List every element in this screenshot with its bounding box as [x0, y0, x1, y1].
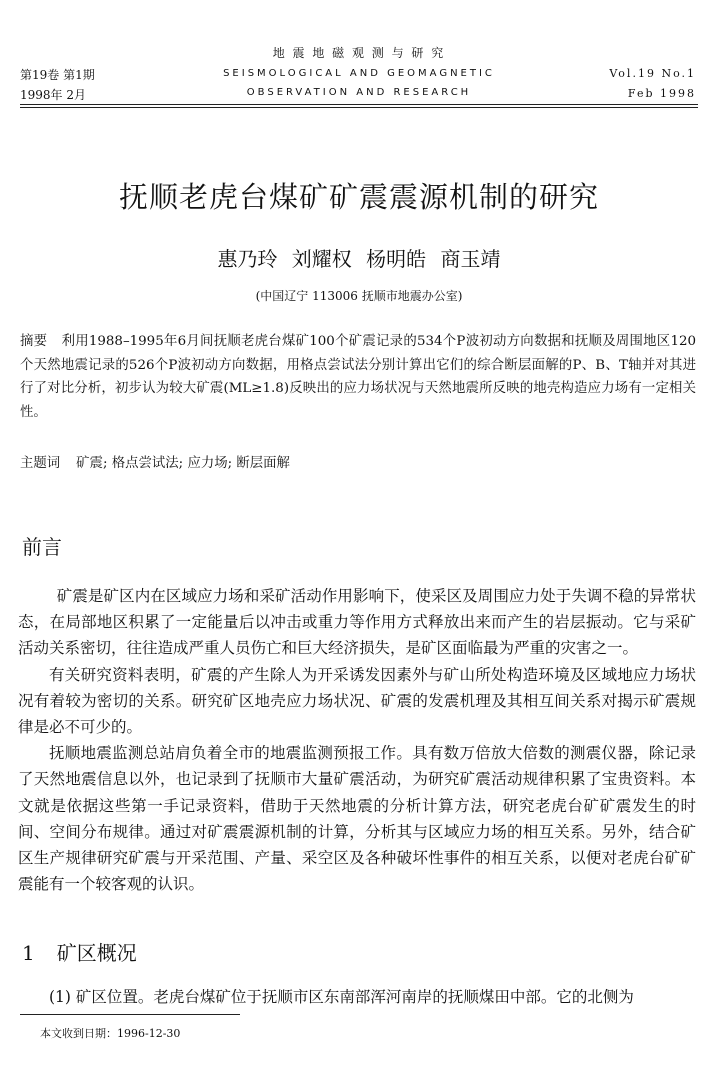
abstract	[20, 330, 696, 424]
footnote: 本文收到日期：1996-12-30	[40, 1027, 181, 1040]
header-rule-bottom	[20, 107, 698, 108]
journal-title-en-line2: OBSERVATION AND RESEARCH	[246, 87, 472, 98]
section1-paragraph: (1) 矿区位置。老虎台煤矿位于抚顺市区东南部浑河南岸的抚顺煤田中部。它的北侧为	[49, 988, 634, 1006]
keywords-label: 主题词	[20, 456, 61, 471]
volume-cn: 第19卷 第1期	[20, 68, 95, 82]
preface-paragraph: 有关研究资料表明，矿震的产生除人为开采诱发因素外与矿山所处构造环境及区域地应力场状况有着较为密切的关系。研究矿区地壳应力场状况、矿震的发震机理及其相互间关系对揭示矿震规律是必不可少的。	[18, 665, 696, 737]
preface-heading: 前言	[22, 535, 62, 559]
journal-title-cn: 地 震 地 磁 观 测 与 研 究	[272, 46, 446, 60]
section1-heading	[22, 937, 137, 966]
article-authors: 惠乃玲 刘耀权 杨明皓 商玉靖	[217, 247, 501, 271]
article-title: 抚顺老虎台煤矿矿震震源机制的研究	[118, 180, 599, 214]
section1-title: 矿区概况	[56, 941, 137, 965]
abstract-text: 利用1988–1995年6月间抚顺老虎台煤矿100个矿震记录的534个P波初动方向数据和抚顺及周围地区120个天然地震记录的526个P波初动方向数据，用格点尝试法分别计算出它们的综合断层面解的P、B、T轴并对其进行了对比分析，初步认为较大矿震(ML≥1.8)反映出的应力场状况与天然地震所反映的地壳构造应力场有一定相关性。	[20, 334, 697, 420]
footnote-rule	[20, 1014, 240, 1015]
section1-number: 1	[22, 941, 35, 965]
date-en: Feb 1998	[627, 87, 696, 100]
date-cn: 1998年 2月	[20, 88, 86, 102]
header-rule-top	[20, 104, 698, 105]
preface-paragraph: 抚顺地震监测总站肩负着全市的地震监测预报工作。具有数万倍放大倍数的测震仪器，除记录了天然地震信息以外，也记录到了抚顺市大量矿震活动，为研究矿震活动规律积累了宝贵资料。本文就是依据这些第一手记录资料，借助于天然地震的分析计算方法，研究老虎台矿矿震发生的时间、空间分布规律。通过对矿震震源机制的计算，分析其与区域应力场的相互关系。另外，结合矿区生产规律研究矿震与开采范围、产量、采空区及各种破坏性事件的相互关系，以便对老虎台矿矿震能有一个较客观的认识。	[18, 744, 696, 894]
keywords-text: 矿震; 格点尝试法; 应力场; 断层面解	[76, 456, 290, 471]
abstract-label: 摘要	[20, 334, 48, 349]
article-affiliation: (中国辽宁 113006 抚顺市地震办公室)	[255, 289, 463, 303]
preface-paragraph: 矿震是矿区内在区域应力场和采矿活动作用影响下，使采区及周围应力处于失调不稳的异常状态，在局部地区积累了一定能量后以冲击或重力等作用方式释放出来而产生的岩层振动。它与采矿活动关系密切，往往造成严重人员伤亡和巨大经济损失，是矿区面临最为严重的灾害之一。	[18, 587, 696, 658]
preface-body	[18, 583, 696, 897]
section1-body	[18, 984, 696, 1010]
volume-en: Vol.19 No.1	[609, 67, 696, 80]
keywords	[20, 452, 696, 476]
journal-title-en-line1: SEISMOLOGICAL AND GEOMAGNETIC	[223, 68, 495, 79]
